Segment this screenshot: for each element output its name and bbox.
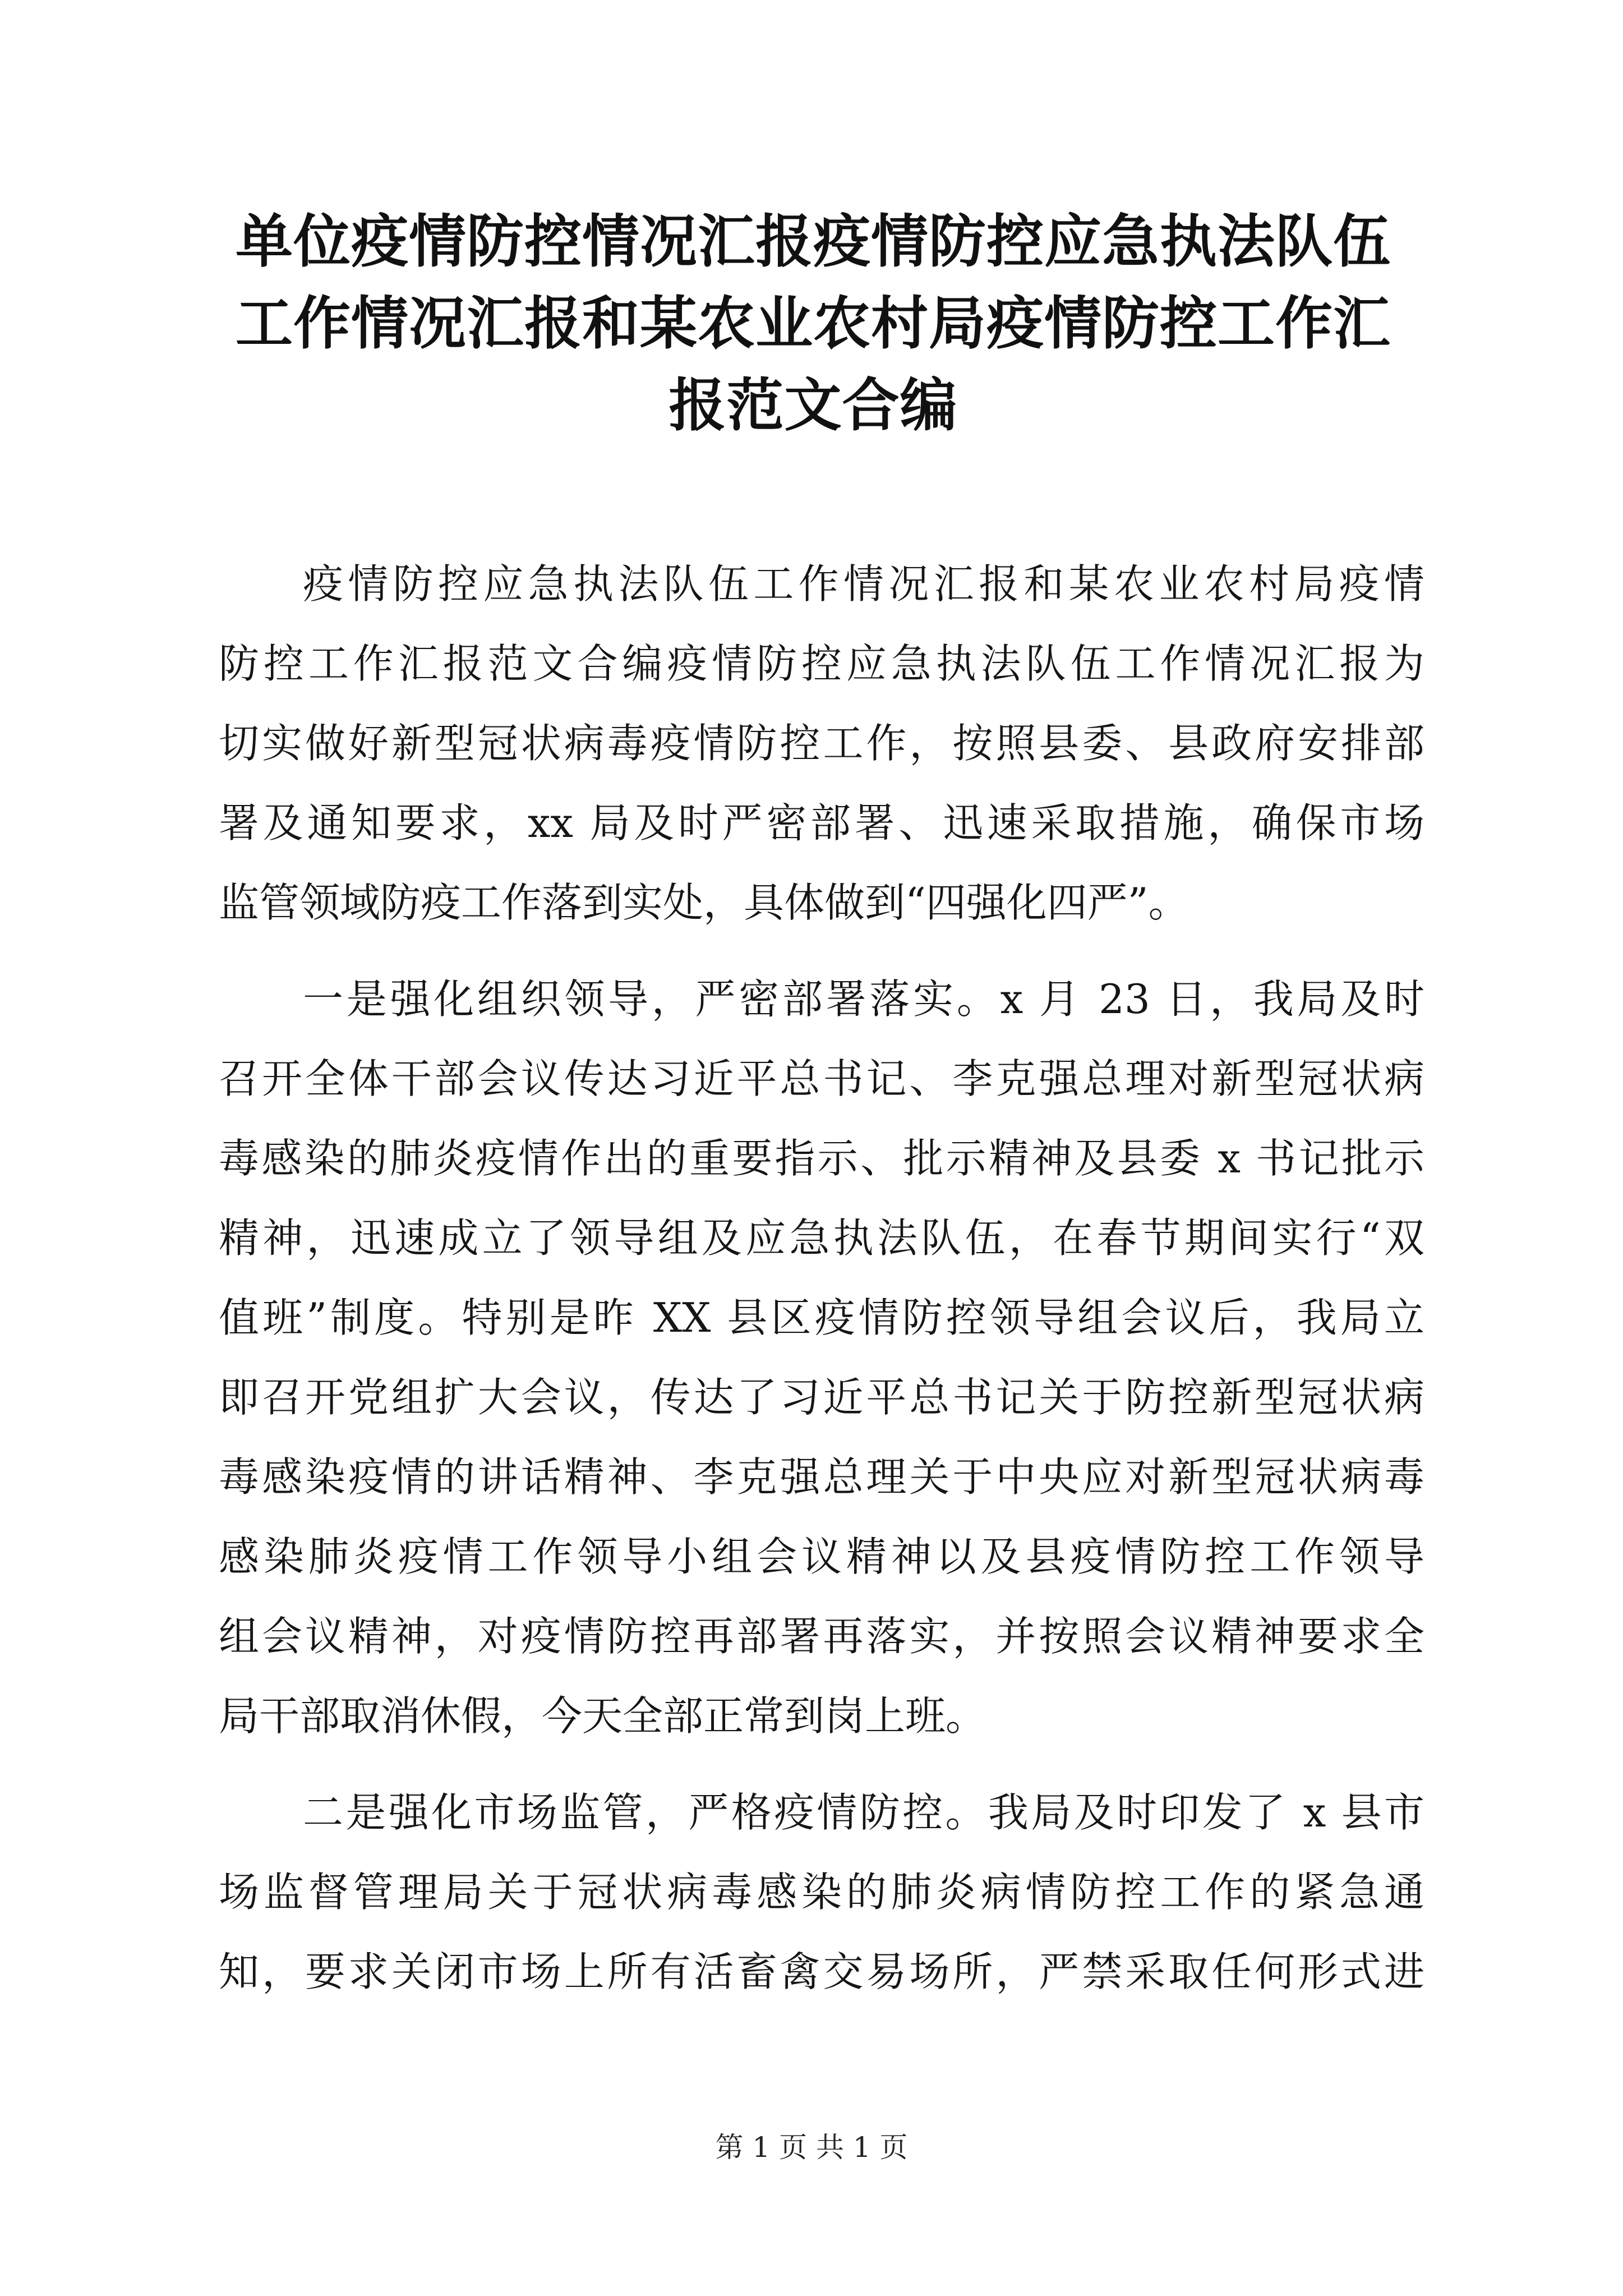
paragraph-organization	[219, 959, 1424, 1756]
title-line: 工作情况汇报和某农业农村局疫情防控工作汇	[236, 290, 1391, 357]
paragraph-spacer	[219, 1756, 1424, 1773]
text-line: 防控工作汇报范文合编疫情防控应急执法队伍工作情况汇报为	[219, 640, 1424, 687]
text-line: 召开全体干部会议传达习近平总书记、李克强总理对新型冠状病	[219, 1055, 1424, 1102]
text-line: 署及通知要求，xx 局及时严密部署、迅速采取措施，确保市场	[219, 799, 1424, 846]
text-line: 知，要求关闭市场上所有活畜禽交易场所，严禁采取任何形式进	[219, 1948, 1424, 1995]
text-line: 一是强化组织领导，严密部署落实。x 月 23 日，我局及时	[303, 976, 1424, 1023]
title-line: 报范文合编	[668, 372, 958, 439]
paragraph-intro	[219, 544, 1424, 942]
text-line: 局干部取消休假，今天全部正常到岗上班。	[219, 1692, 986, 1740]
paragraph-spacer	[219, 942, 1424, 959]
paragraph-market-supervision	[219, 1773, 1424, 2012]
text-line: 切实做好新型冠状病毒疫情防控工作，按照县委、县政府安排部	[219, 720, 1424, 767]
text-line: 值班”制度。特别是昨 XX 县区疫情防控领导组会议后，我局立	[219, 1294, 1424, 1341]
document-body	[219, 544, 1424, 2012]
text-line: 组会议精神，对疫情防控再部署再落实，并按照会议精神要求全	[219, 1613, 1424, 1660]
text-line: 毒感染的肺炎疫情作出的重要指示、批示精神及县委 x 书记批示	[219, 1135, 1424, 1182]
text-line: 感染肺炎疫情工作领导小组会议精神以及县疫情防控工作领导	[219, 1533, 1424, 1580]
text-line: 场监督管理局关于冠状病毒感染的肺炎病情防控工作的紧急通	[219, 1869, 1424, 1916]
text-line: 疫情防控应急执法队伍工作情况汇报和某农业农村局疫情	[303, 560, 1424, 608]
title-line: 单位疫情防控情况汇报疫情防控应急执法队伍	[236, 208, 1391, 275]
text-line: 精神，迅速成立了领导组及应急执法队伍，在春节期间实行“双	[219, 1214, 1424, 1262]
text-line: 监管领域防疫工作落到实处，具体做到“四强化四严”。	[219, 879, 1189, 926]
document-title	[202, 201, 1424, 447]
text-line: 毒感染疫情的讲话精神、李克强总理关于中央应对新型冠状病毒	[219, 1453, 1424, 1501]
text-line: 二是强化市场监管，严格疫情防控。我局及时印发了 x 县市	[303, 1789, 1424, 1836]
text-line: 即召开党组扩大会议，传达了习近平总书记关于防控新型冠状病	[219, 1374, 1424, 1421]
page-footer: 第 1 页 共 1 页	[715, 2131, 908, 2164]
